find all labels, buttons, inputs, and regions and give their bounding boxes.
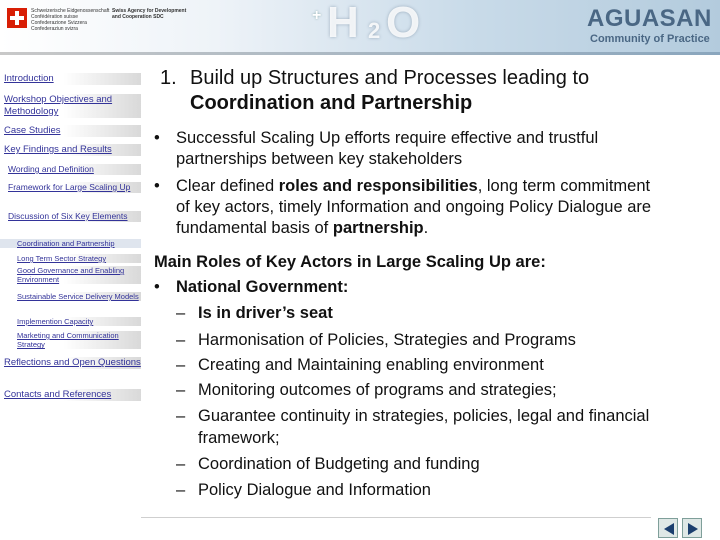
confederation-line: Confederazione Svizzera (31, 20, 87, 26)
sidebar-item-wording-definition[interactable]: Wording and Definition (0, 164, 141, 175)
dash-marker: – (176, 455, 186, 473)
dash-marker: – (176, 304, 186, 322)
triangle-left-icon (662, 522, 676, 536)
bullet-marker: • (154, 129, 160, 147)
role-item: Harmonisation of Policies, Strategies and Programs (198, 331, 576, 349)
dash-marker: – (176, 381, 186, 399)
bullet2-line3: fundamental basis of partnership. (176, 219, 429, 237)
sidebar-item-coordination-partnership[interactable]: Coordination and Partnership (0, 239, 141, 248)
bullet1-line1: Successful Scaling Up efforts require effective and trustful (176, 129, 599, 147)
bullet1-line2: partnerships between key stakeholders (176, 150, 463, 168)
role-item: Guarantee continuity in strategies, policies, legal and financial (198, 407, 650, 425)
footer-divider (141, 517, 651, 518)
dash-marker: – (176, 407, 186, 425)
h2o-logo-two: 2 (368, 18, 381, 43)
role-item: Policy Dialogue and Information (198, 481, 431, 499)
bullet2-line1: Clear defined roles and responsibilities, long term commitment (176, 177, 651, 195)
sidebar-item-good-governance[interactable]: Good Governance and Enabling Environment (0, 266, 141, 284)
slide-title-line2: Coordination and Partnership (190, 92, 473, 114)
slide-title-number: 1. (160, 67, 177, 89)
sidebar-item-key-findings[interactable]: Key Findings and Results (0, 144, 141, 156)
header-divider (0, 52, 720, 55)
sidebar-item-workshop-objectives[interactable]: Workshop Objectives and Methodology (0, 94, 141, 118)
sdc-line: Swiss Agency for Development (112, 8, 187, 14)
role-item: Coordination of Budgeting and funding (198, 455, 480, 473)
previous-slide-button[interactable] (658, 518, 678, 538)
roles-heading: Main Roles of Key Actors in Large Scaling Up are: (154, 253, 546, 271)
confederation-line: Schweizerische Eidgenossenschaft (31, 8, 110, 14)
confederation-line: Confederaziun svizra (31, 26, 78, 32)
next-slide-button[interactable] (682, 518, 702, 538)
sidebar-item-marketing-communication[interactable]: Marketing and Communication Strategy (0, 331, 141, 349)
sidebar-nav (0, 68, 141, 408)
bullet-marker: • (154, 177, 160, 195)
role-item: Monitoring outcomes of programs and strategies; (198, 381, 557, 399)
sidebar-item-contacts[interactable]: Contacts and References (0, 389, 141, 401)
sidebar-item-reflections[interactable]: Reflections and Open Questions (0, 357, 141, 369)
aguasan-logo-subtitle: Community of Practice (590, 33, 710, 45)
dash-marker: – (176, 356, 186, 374)
sdc-line: and Cooperation SDC (112, 14, 164, 20)
slide-title-line1: Build up Structures and Processes leading to (190, 67, 590, 89)
aguasan-logo-title: AGUASAN (587, 5, 712, 32)
role-item: Is in driver’s seat (198, 304, 333, 322)
h2o-logo-plus: + (312, 7, 322, 24)
sidebar-item-case-studies[interactable]: Case Studies (0, 125, 141, 137)
swiss-flag-icon (7, 8, 27, 28)
sidebar-item-service-delivery[interactable]: Sustainable Service Delivery Models (0, 292, 141, 301)
confederation-line: Confédération suisse (31, 14, 78, 20)
bullet-marker: • (154, 278, 160, 296)
dash-marker: – (176, 481, 186, 499)
sidebar-item-introduction[interactable]: Introduction (0, 73, 141, 85)
role-item: Creating and Maintaining enabling environment (198, 356, 544, 374)
bullet2-line2: of key actors, timely Information and ongoing Policy Dialogue are (176, 198, 652, 216)
header-banner (0, 0, 720, 52)
h2o-logo-h: H (327, 0, 360, 47)
national-government-label: National Government: (176, 278, 349, 296)
sidebar-item-six-key-elements[interactable]: Discussion of Six Key Elements (0, 211, 141, 222)
role-item-continued: framework; (198, 429, 280, 447)
sidebar-item-framework[interactable]: Framework for Large Scaling Up (0, 182, 141, 193)
sidebar-item-implementation-capacity[interactable]: Implemention Capacity (0, 317, 141, 326)
h2o-logo-o: O (386, 0, 421, 47)
dash-marker: – (176, 331, 186, 349)
sidebar-item-long-term-strategy[interactable]: Long Term Sector Strategy (0, 254, 141, 263)
triangle-right-icon (686, 522, 700, 536)
